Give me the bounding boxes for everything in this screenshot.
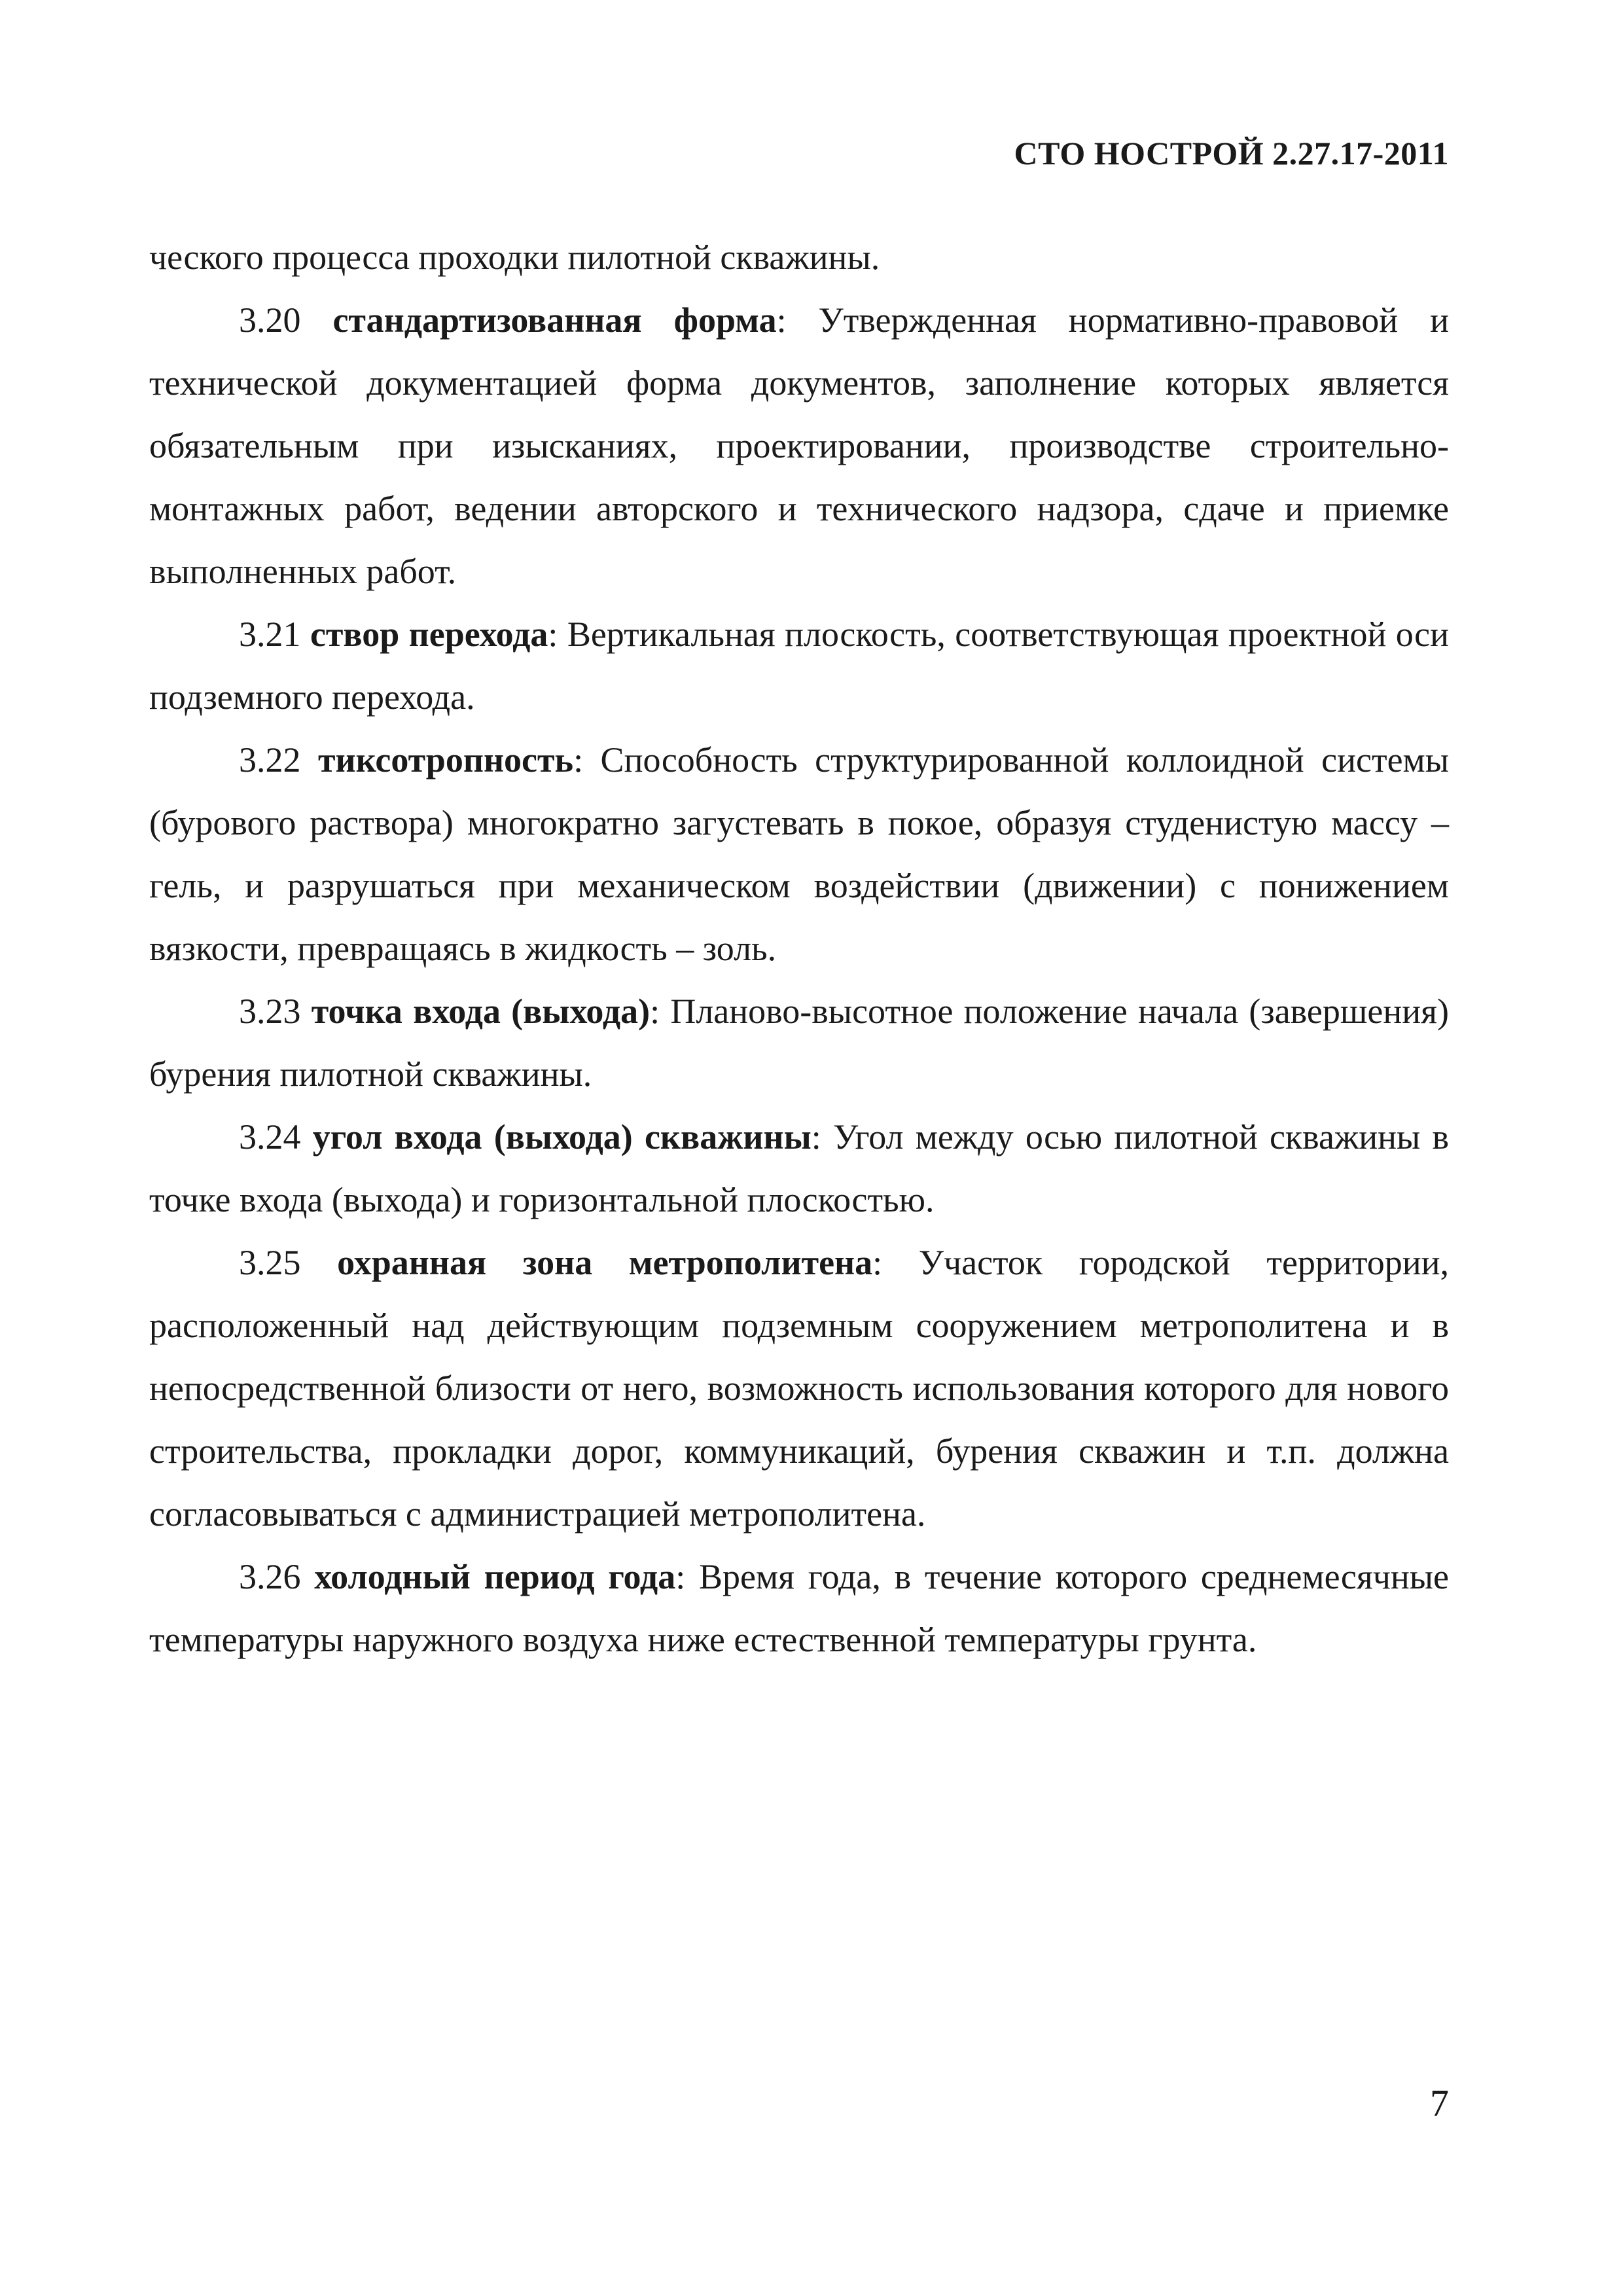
definition-text: : Планово-высотное положение начала (завершения) бурения пилотной скважины. [149,992,1449,1094]
definition-text: : Участок городской территории, расположенный над действующим подземным сооружением метрополитена и в непосредственной близости от него, возможность использования которого для нового строительства, прокладки дорог, коммуникаций, бурения скважин и т.п. должна согласовываться с администрацией метрополитена. [149,1243,1450,1534]
definition-text: : Вертикальная плоскость, соответствующая проектной оси подземного перехода. [149,615,1449,717]
definition-3-21 [149,603,1449,728]
definition-term: точка входа (выхода) [311,992,651,1031]
definition-number: 3.22 [239,740,301,780]
definition-term: створ перехода [310,615,548,654]
document-code-header: СТО НОСТРОЙ 2.27.17-2011 [1014,135,1449,171]
definition-3-23 [149,980,1449,1105]
definition-term: угол входа (выхода) скважины [312,1117,812,1157]
definition-text: : Утвержденная нормативно-правовой и технической документацией форма документов, заполнение которых является обязательным при изысканиях, проектировании, производстве строительно-монтажных работ, ведении авторского и технического надзора, сдаче и приемке выполненных работ. [149,300,1449,591]
definition-3-24 [149,1105,1449,1231]
document-body [149,226,1449,1671]
definition-number: 3.24 [239,1117,301,1157]
definition-3-26 [149,1545,1449,1671]
definition-number: 3.25 [239,1243,301,1282]
page-number: 7 [1430,2082,1449,2125]
definition-term: стандартизованная форма [332,300,777,340]
continuation-paragraph: ческого процесса проходки пилотной скважины. [149,238,880,277]
definition-number: 3.26 [239,1557,301,1596]
definition-text: : Время года, в течение которого среднемесячные температуры наружного воздуха ниже естественной температуры грунта. [149,1557,1449,1659]
definition-text: : Угол между осью пилотной скважины в точке входа (выхода) и горизонтальной плоскостью. [149,1117,1449,1219]
definition-3-25 [149,1231,1449,1545]
definition-term: холодный период года [314,1557,676,1596]
definition-text: : Способность структурированной коллоидной системы (бурового раствора) многократно загустевать в покое, образуя студенистую массу – гель, и разрушаться при механическом воздействии (движении) с понижением вязкости, превращаясь в жидкость – золь. [149,740,1449,968]
definition-term: тиксотропность [317,740,574,780]
definition-3-22 [149,728,1449,980]
definition-number: 3.23 [239,992,301,1031]
definition-number: 3.21 [239,615,301,654]
definition-number: 3.20 [239,300,301,340]
definition-term: охранная зона метрополитена [337,1243,873,1282]
definition-3-20 [149,289,1449,603]
